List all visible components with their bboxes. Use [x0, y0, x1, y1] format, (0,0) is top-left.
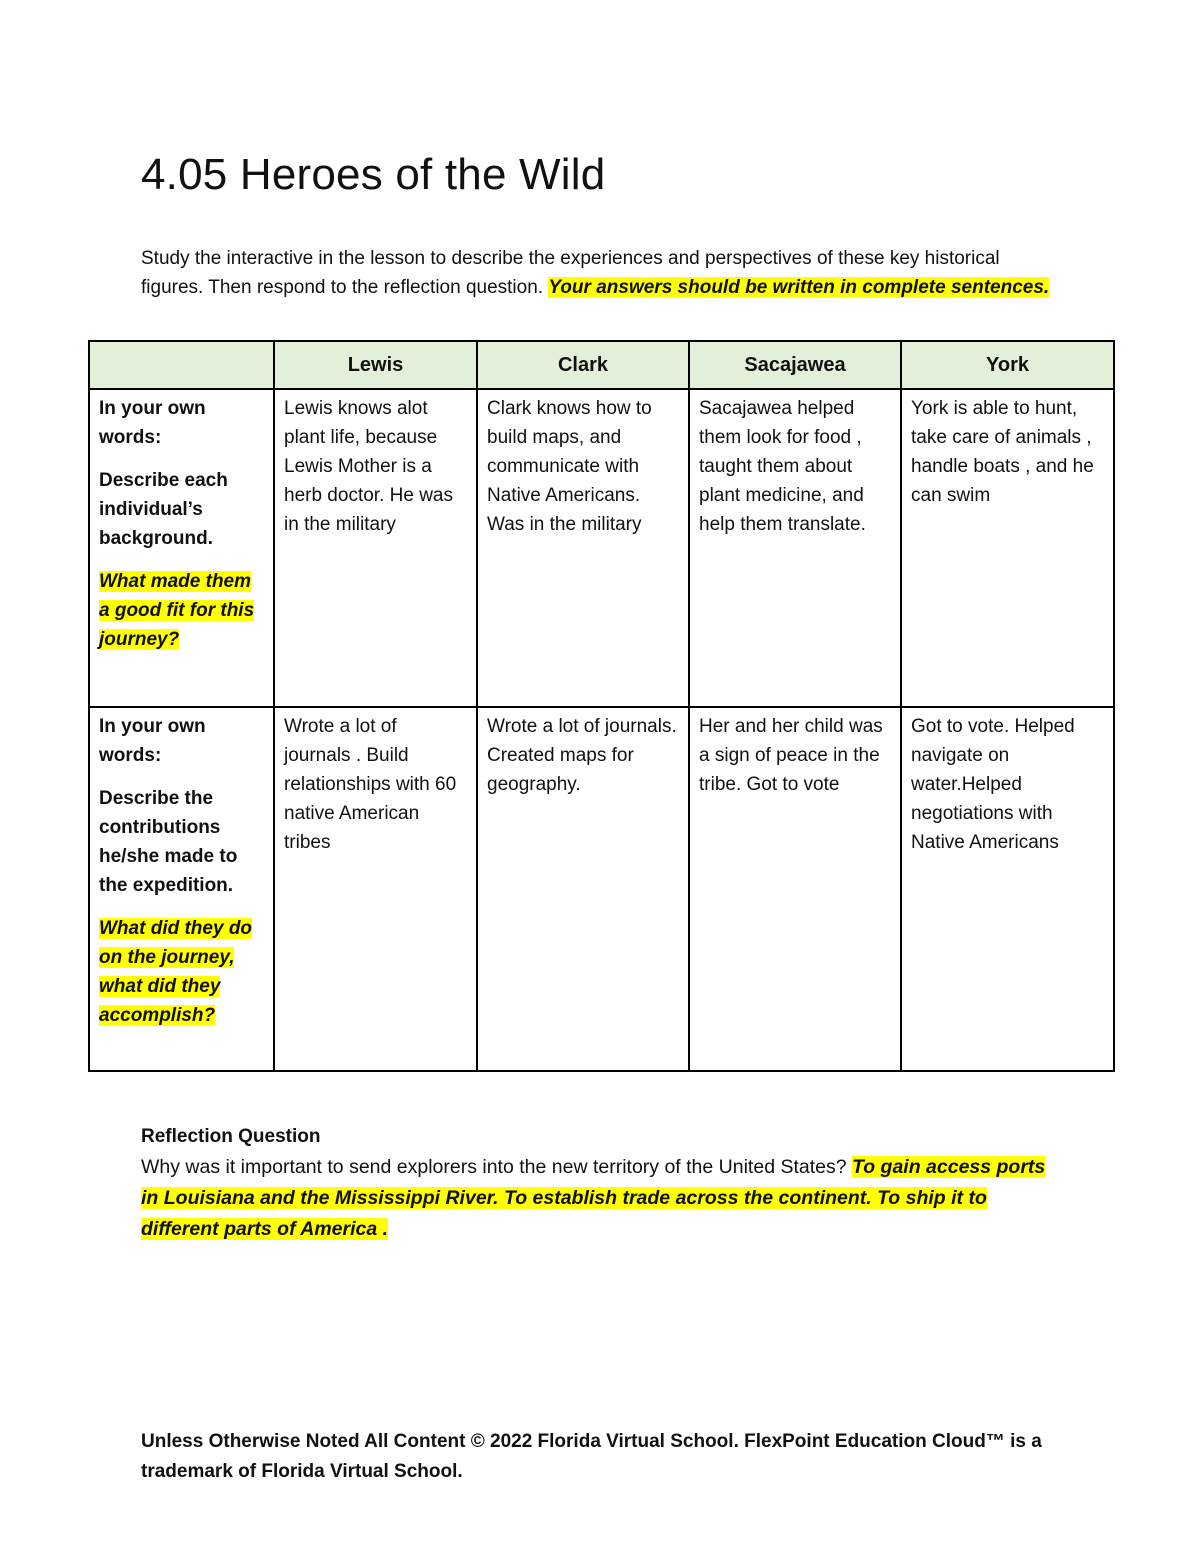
cell-sacajawea-contributions[interactable]: Her and her child was a sign of peace in the tribe. Got to vote	[689, 707, 901, 1071]
copyright-footer: Unless Otherwise Noted All Content © 2022 Florida Virtual School. FlexPoint Education Cloud™ is a trademark of Florida Virtual School.	[141, 1431, 1042, 1482]
reflection-answer[interactable]: To gain access ports in Louisiana and the Mississippi River. To establish trade across the continent. To ship it to different parts of America .	[141, 1156, 1046, 1240]
cell-clark-contributions[interactable]: Wrote a lot of journals. Created maps for geography.	[477, 707, 689, 1071]
reflection-title: Reflection Question	[141, 1126, 321, 1147]
reflection-section	[141, 1121, 1061, 1245]
cell-york-background[interactable]: York is able to hunt, take care of animals , handle boats , and he can swim	[901, 389, 1114, 707]
row-head-question: What did they do on the journey, what did they accomplish?	[99, 918, 253, 1026]
row-head-instruction: Describe each individual’s background.	[99, 470, 228, 549]
heroes-table	[88, 340, 1115, 1072]
header-sacajawea: Sacajawea	[689, 341, 901, 389]
header-york: York	[901, 341, 1114, 389]
instructions-highlight: Your answers should be written in complete sentences.	[548, 276, 1050, 298]
row-head-background	[89, 389, 274, 707]
table-row-contributions	[89, 707, 1114, 1071]
cell-york-contributions[interactable]: Got to vote. Helped navigate on water.Helped negotiations with Native Americans	[901, 707, 1114, 1071]
row-head-question: What made them a good fit for this journey?	[99, 571, 255, 650]
header-clark: Clark	[477, 341, 689, 389]
cell-clark-background[interactable]: Clark knows how to build maps, and communicate with Native Americans. Was in the military	[477, 389, 689, 707]
page-title: 4.05 Heroes of the Wild	[141, 150, 606, 199]
table-row-background	[89, 389, 1114, 707]
header-corner	[89, 341, 274, 389]
cell-lewis-background[interactable]: Lewis knows alot plant life, because Lewis Mother is a herb doctor. He was in the military	[274, 389, 477, 707]
reflection-body	[141, 1152, 1061, 1245]
instructions-text: Study the interactive in the lesson to describe the experiences and perspectives of these key historical figures. Then respond to the reflection question.	[141, 248, 1000, 298]
reflection-question: Why was it important to send explorers into the new territory of the United States?	[141, 1156, 847, 1178]
row-head-prompt: In your own words:	[99, 716, 206, 766]
instructions	[141, 245, 1061, 302]
header-row	[89, 341, 1114, 389]
header-lewis: Lewis	[274, 341, 477, 389]
row-head-prompt: In your own words:	[99, 398, 206, 448]
cell-lewis-contributions[interactable]: Wrote a lot of journals . Build relationships with 60 native American tribes	[274, 707, 477, 1071]
cell-sacajawea-background[interactable]: Sacajawea helped them look for food , taught them about plant medicine, and help them translate.	[689, 389, 901, 707]
row-head-instruction: Describe the contributions he/she made to the expedition.	[99, 788, 238, 896]
row-head-contributions	[89, 707, 274, 1071]
